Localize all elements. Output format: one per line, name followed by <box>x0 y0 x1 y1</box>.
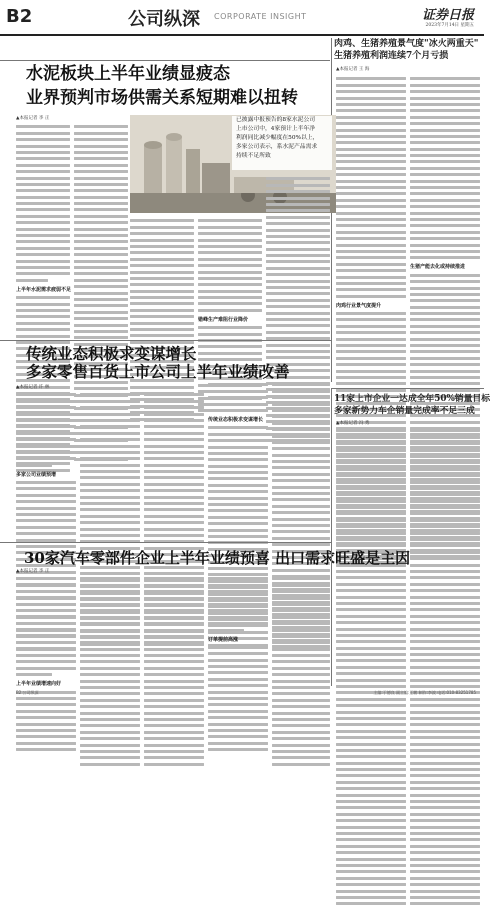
retail-headline: 传统业态积极求变谋增长 多家零售百货上市公司上半年业绩改善 <box>26 344 290 381</box>
newspaper-logo: 证券日报 <box>421 8 474 23</box>
auto-col-2 <box>80 574 140 684</box>
page-footer <box>0 686 484 700</box>
retail-subhead-2: 传统业态积极求变谋增长 <box>208 416 264 423</box>
pork-col-1 <box>336 74 406 382</box>
main-col-5 <box>266 174 330 338</box>
issue-date: 2023年7月14日 星期五 <box>425 23 474 28</box>
page-number: B2 <box>6 6 33 27</box>
main-col-4 <box>198 216 262 338</box>
header-rule <box>0 60 330 61</box>
auto-subhead-2: 订单提前高涨 <box>208 636 239 643</box>
retail-col-4 <box>208 380 268 542</box>
main-subhead-2: 错峰生产难阻行业降价 <box>198 316 249 323</box>
main-byline: ▲本报记者 李 正 <box>16 116 50 121</box>
photo-caption: 已披露中报预告的8家水泥公司 上市公司中，4家预计上半年净 利润同比减少幅度在50%以上， 多家公司表示，系水泥产品需求 持续不足所致 <box>232 116 332 170</box>
footer-left: B2 公司纵深 <box>16 690 39 695</box>
main-col-2 <box>74 122 128 337</box>
retail-byline: ▲本报记者 许 林 <box>16 385 50 390</box>
masthead <box>0 0 484 36</box>
ev-byline: ▲本报记者 冯 秀 <box>336 421 370 426</box>
pork-col-2 <box>410 74 480 382</box>
auto-col-4 <box>208 574 268 684</box>
retail-col-3 <box>144 390 204 542</box>
retail-subhead-1: 多家公司业绩预增 <box>16 471 57 478</box>
pork-headline: 肉鸡、生猪养殖景气度"冰火两重天" 生猪养殖利润连续7个月亏损 <box>334 39 479 61</box>
right-mid-rule <box>332 388 484 389</box>
footer-right: 主编:于德良 副主编:王鹏 制作:李波 电话:010-83251785 <box>373 690 476 695</box>
retail-col-1 <box>16 390 76 542</box>
ev-col-2 <box>410 426 480 684</box>
main-headline: 水泥板块上半年业绩显疲态 业界预判市场供需关系短期难以扭转 <box>26 64 298 108</box>
auto-col-1 <box>16 574 76 688</box>
auto-subhead-1: 上半年业绩增速向好 <box>16 681 62 688</box>
column-divider-lower <box>331 388 332 686</box>
main-subhead-1: 上半年水泥需求疲弱不足 <box>16 286 72 293</box>
main-col-3 <box>130 216 194 338</box>
pork-byline: ▲本报记者 王 海 <box>336 67 370 72</box>
auto-col-3 <box>144 574 204 684</box>
ev-headline: 11家上市企业一达成全年50%销量目标 多家新势力车企销量完成率不足三成 <box>334 394 490 416</box>
bottom-rule <box>0 542 331 543</box>
section-title: 公司纵深 <box>128 9 200 30</box>
section-title-en: CORPORATE INSIGHT <box>214 12 307 21</box>
section-rule <box>0 340 331 341</box>
auto-col-5 <box>272 574 330 684</box>
pork-subhead-1: 肉鸡行业景气度提升 <box>336 302 382 309</box>
retail-col-5 <box>272 380 330 542</box>
main-col-1 <box>16 122 70 337</box>
retail-col-2 <box>80 390 140 542</box>
auto-byline: ▲本报记者 李 正 <box>16 569 50 574</box>
pork-subhead-2: 生猪产能去化或持续推进 <box>410 264 466 271</box>
auto-headline: 30家汽车零部件企业上半年业绩预喜 出口需求旺盛是主因 <box>24 549 411 567</box>
